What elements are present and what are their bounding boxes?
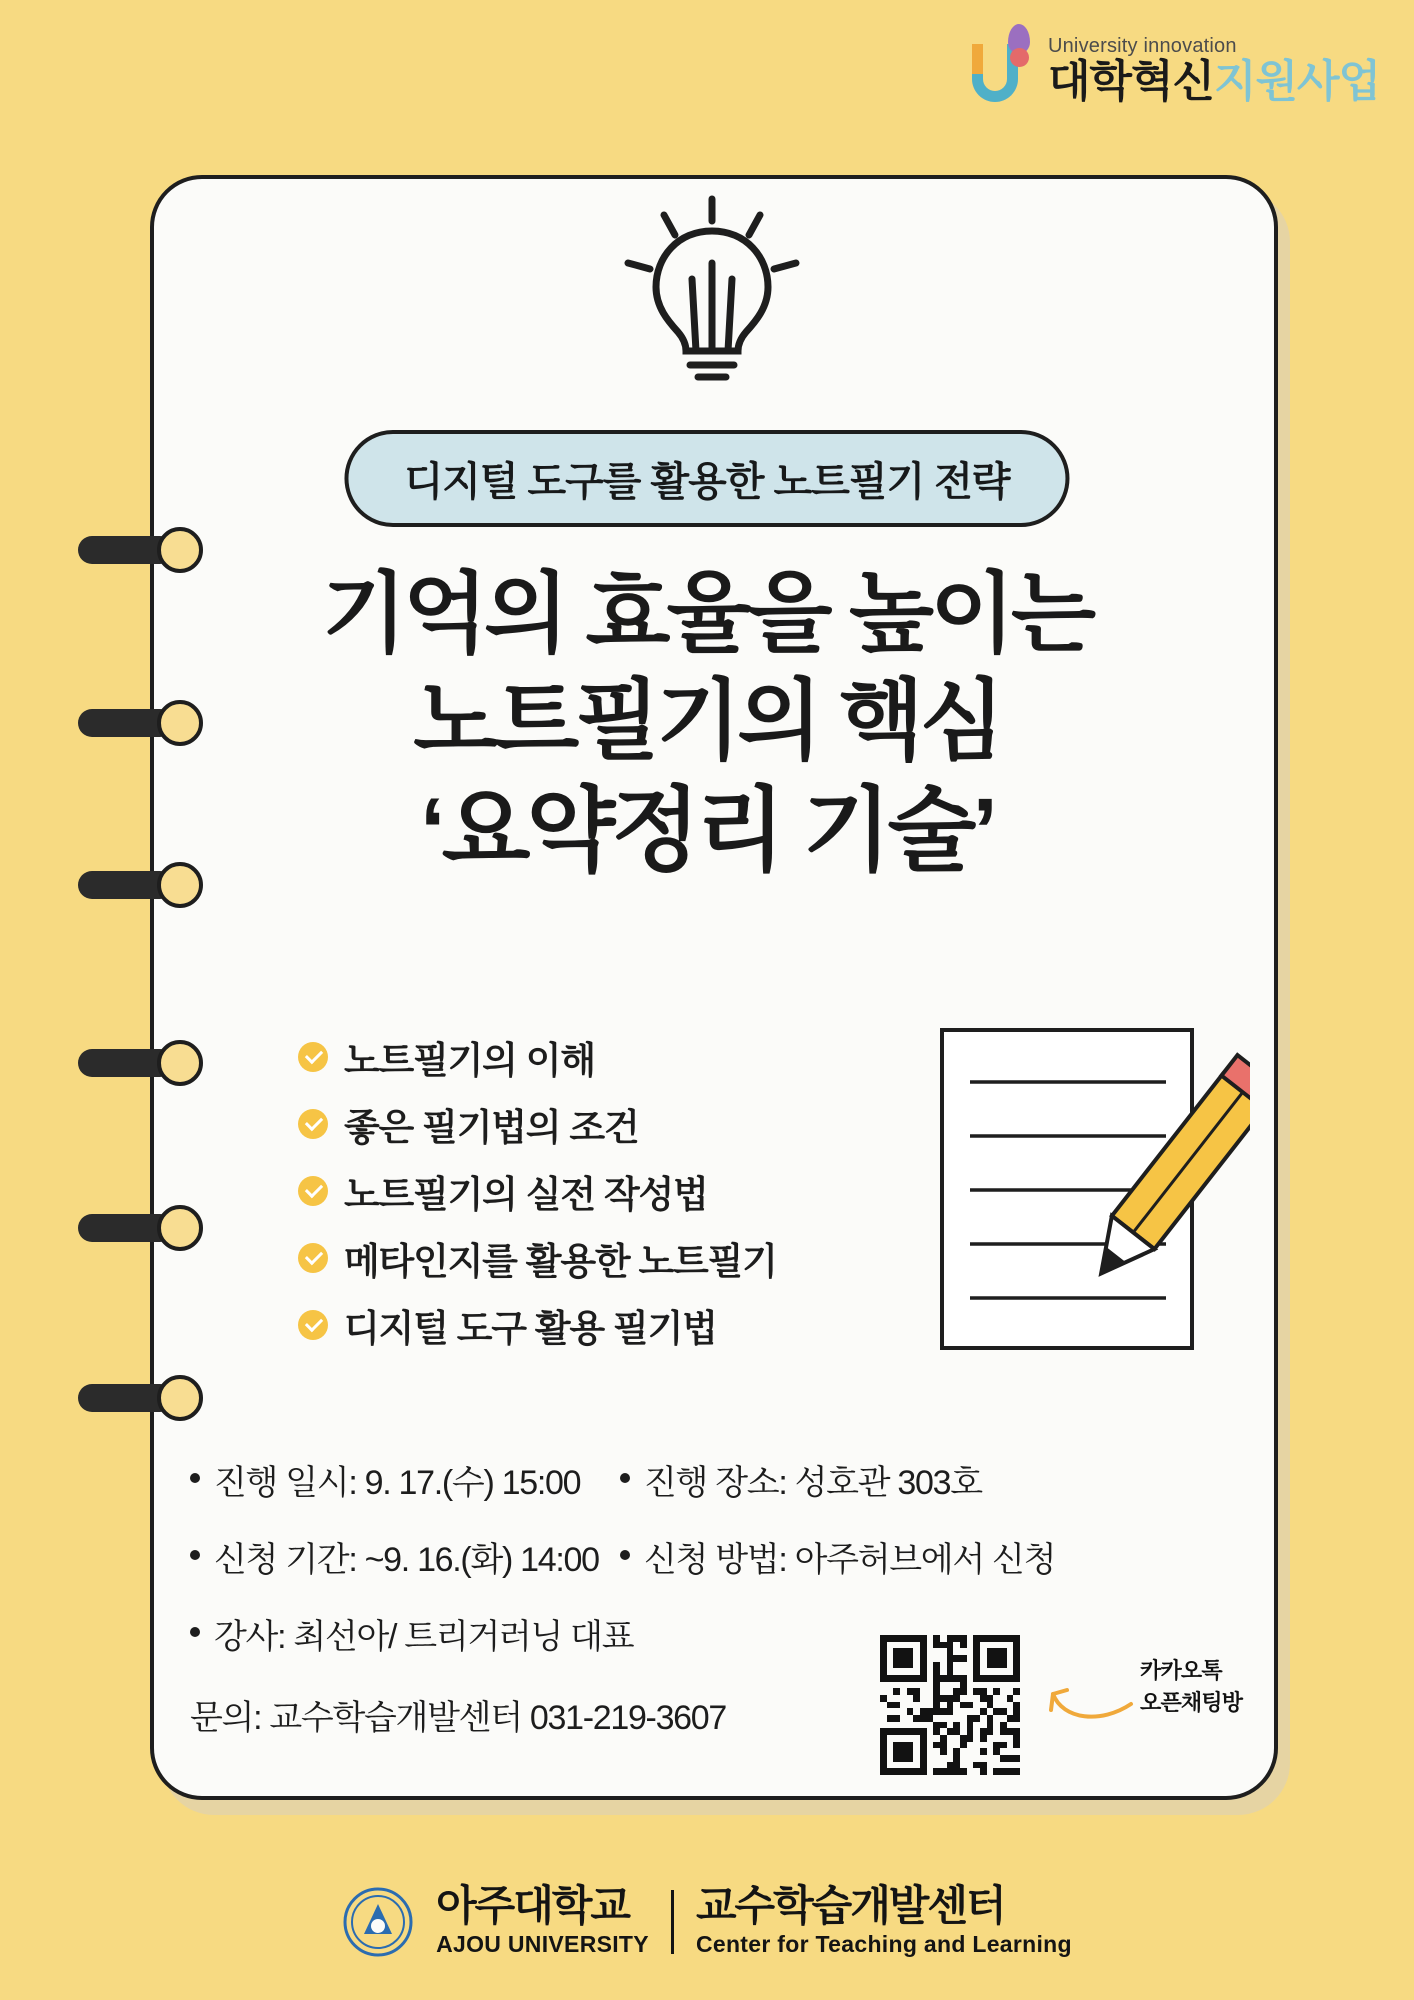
check-icon <box>298 1243 328 1273</box>
qr-caption <box>1140 1655 1242 1719</box>
check-icon <box>298 1109 328 1139</box>
university-name <box>436 1882 649 1958</box>
detail-apply-period-label: 신청 기간: ~9. 16.(화) 14:00 <box>214 1541 599 1579</box>
center-name <box>695 1882 1072 1958</box>
footer <box>0 1882 1414 1958</box>
note-and-pencil-icon <box>930 1020 1250 1350</box>
university-name-kor: 아주대학교 <box>436 1882 629 1929</box>
list-item-label: 노트필기의 실전 작성법 <box>344 1174 708 1215</box>
logo-korean-black: 대학혁신 <box>1047 57 1214 106</box>
detail-date-label: 진행 일시: 9. 17.(수) 15:00 <box>214 1464 581 1502</box>
logo-text <box>1048 35 1380 104</box>
binder-ring <box>78 1040 203 1086</box>
logo-english-label: University innovation <box>1047 35 1237 57</box>
detail-apply-period <box>190 1532 620 1581</box>
check-icon <box>298 1310 328 1340</box>
qr-caption-line-1: 카카오톡 <box>1140 1658 1222 1683</box>
ajou-seal-icon <box>342 1886 414 1958</box>
check-icon <box>298 1176 328 1206</box>
headline-line-1: 기억의 효율을 높이는 <box>322 564 1092 663</box>
bullet-dot-icon <box>190 1473 200 1483</box>
headline-line-3: ‘요약정리 기술’ <box>420 779 994 882</box>
university-innovation-logo <box>966 22 1380 104</box>
subtitle-pill: 디지털 도구를 활용한 노트필기 전략 <box>344 430 1069 527</box>
logo-korean-label <box>1047 57 1380 106</box>
detail-place-label: 진행 장소: 성호관 303호 <box>644 1464 982 1502</box>
list-item <box>298 1030 777 1084</box>
list-item-label: 좋은 필기법의 조건 <box>344 1107 639 1148</box>
contact-line: 문의: 교수학습개발센터 031-219-3607 <box>190 1699 727 1737</box>
headline-line-2: 노트필기의 핵심 <box>413 671 1001 771</box>
bullet-dot-icon <box>190 1550 200 1560</box>
detail-row <box>190 1532 1090 1581</box>
topic-list <box>298 1030 777 1352</box>
list-item <box>298 1298 777 1352</box>
arrow-icon <box>1045 1680 1140 1730</box>
qr-code[interactable] <box>880 1635 1020 1775</box>
list-item <box>298 1097 777 1151</box>
bullet-dot-icon <box>620 1473 630 1483</box>
center-name-kor: 교수학습개발센터 <box>695 1882 1005 1929</box>
detail-lecturer-label: 강사: 최선아/ 트리거러닝 대표 <box>214 1618 634 1656</box>
bullet-dot-icon <box>620 1550 630 1560</box>
center-name-eng: Center for Teaching and Learning <box>695 1931 1072 1957</box>
binder-ring <box>78 1375 203 1421</box>
logo-mark-icon <box>966 22 1038 104</box>
list-item-label: 디지털 도구 활용 필기법 <box>344 1308 717 1349</box>
list-item-label: 노트필기의 이해 <box>344 1040 595 1081</box>
list-item <box>298 1231 777 1285</box>
detail-place <box>620 1455 982 1504</box>
university-name-eng: AJOU UNIVERSITY <box>436 1931 649 1957</box>
detail-row <box>190 1455 1090 1504</box>
check-icon <box>298 1042 328 1072</box>
logo-korean-teal: 지원사업 <box>1213 57 1380 106</box>
qr-caption-line-2: 오픈채팅방 <box>1140 1689 1243 1715</box>
detail-lecturer <box>190 1609 633 1658</box>
page-title <box>0 560 1414 887</box>
detail-apply-method-label: 신청 방법: 아주허브에서 신청 <box>644 1541 1056 1579</box>
footer-divider <box>671 1890 674 1954</box>
list-item <box>298 1164 777 1218</box>
lightbulb-icon <box>612 195 812 385</box>
list-item-label: 메타인지를 활용한 노트필기 <box>344 1241 777 1282</box>
detail-date <box>190 1455 620 1504</box>
detail-apply-method <box>620 1532 1055 1581</box>
bullet-dot-icon <box>190 1627 200 1637</box>
binder-ring <box>78 1205 203 1251</box>
